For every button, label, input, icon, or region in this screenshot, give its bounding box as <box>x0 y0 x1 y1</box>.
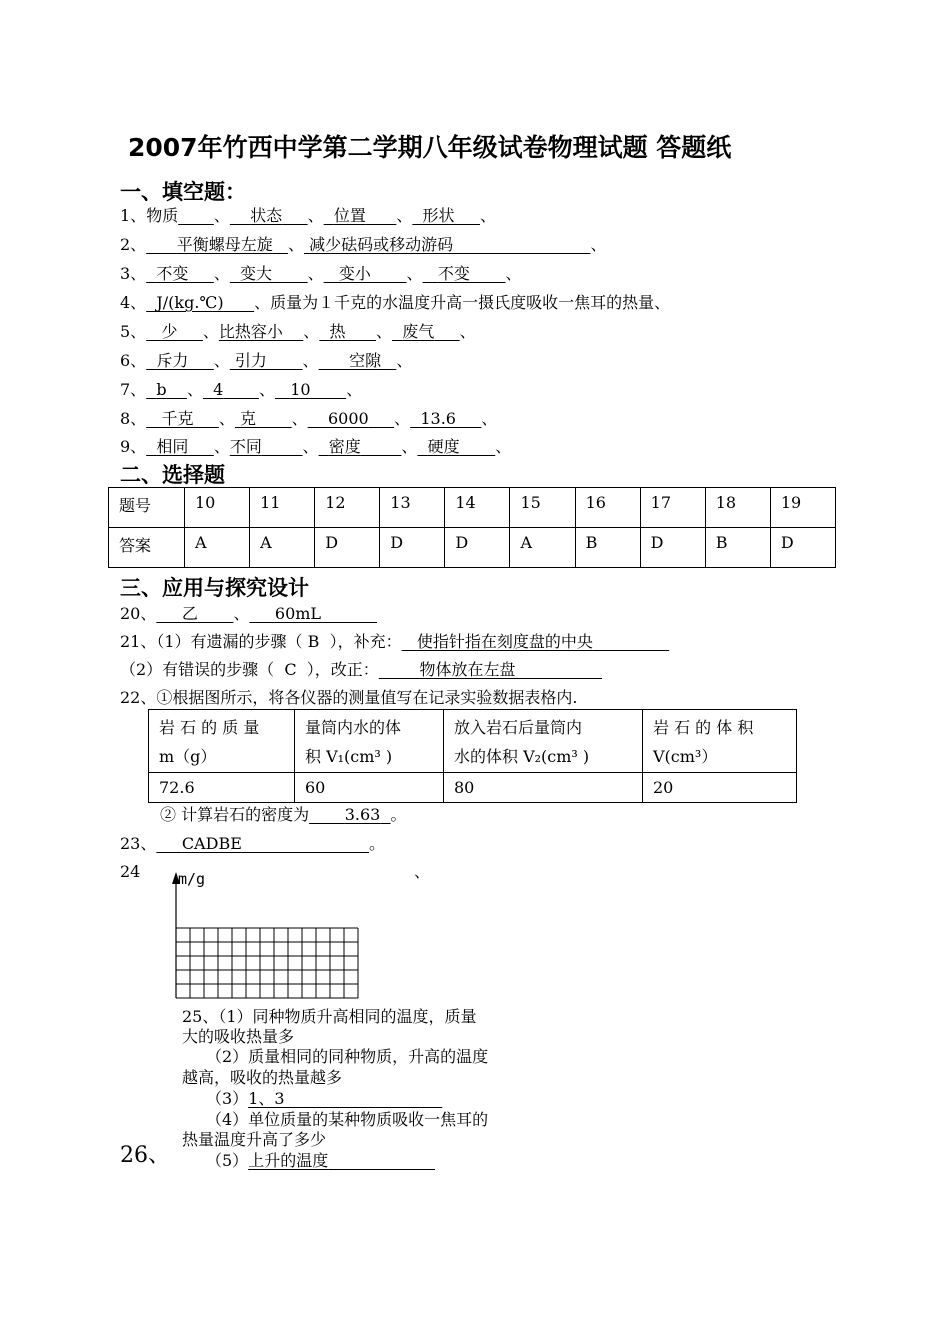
answer-blank: 斥力 <box>156 351 189 370</box>
question-6: 6、 斥力 、 引力 、 空隙 、 <box>120 351 413 370</box>
answer-blank: 密度 <box>328 437 361 456</box>
table-row <box>149 773 797 803</box>
answer-blank: 不变 <box>156 264 189 283</box>
answer-text: B <box>307 632 320 651</box>
question-22-density: ② 计算岩石的密度为 3.63 。 <box>160 805 407 824</box>
question-number: 2、 <box>120 235 147 254</box>
question-number: 1、 <box>120 206 147 225</box>
answer-blank: 空隙 <box>349 351 382 370</box>
question-21-part-1 <box>120 632 669 652</box>
table-row <box>109 528 836 568</box>
answer-blank: 乙 <box>181 604 198 623</box>
table-row <box>109 488 836 528</box>
question-25-line-6: （4）单位质量的某种物质吸收一焦耳的 <box>206 1110 489 1129</box>
question-25-line-4: 越高，吸收的热量越多 <box>182 1068 343 1087</box>
question-22-intro: 22、①根据图所示，将各仪器的测量值写在记录实验数据表格内. <box>120 688 578 707</box>
table-row <box>149 710 797 773</box>
answer-blank: 相同 <box>156 437 189 456</box>
table-cell: A <box>250 528 315 568</box>
answer-blank: 废气 <box>402 322 435 341</box>
table-header-cell: 岩 石 的 体 积 V(cm³） <box>643 710 797 773</box>
table-cell: 12 <box>315 488 380 528</box>
table-header-cell: 量筒内水的体 积 V₁(cm³ ) <box>295 710 444 773</box>
question-text: （2）有错误的步骤（ <box>120 660 275 679</box>
answer-blank: 变大 <box>240 264 273 283</box>
question-number: 6、 <box>120 351 147 370</box>
graph-axis-label: m/g <box>178 870 206 888</box>
question-number: 8、 <box>120 409 147 428</box>
answer-blank: 位置 <box>333 206 366 225</box>
question-25-line-7: 热量温度升高了多少 <box>182 1130 327 1149</box>
answer-blank: 上升的温度 <box>248 1151 329 1170</box>
table-header-cell: 答案 <box>109 528 185 568</box>
answer-blank: 使指针指在刻度盘的中央 <box>416 632 593 651</box>
table-cell: 72.6 <box>149 773 295 803</box>
answer-blank: 13.6 <box>420 409 456 428</box>
question-25-line-3: （2）质量相同的同种物质，升高的温度 <box>206 1047 489 1066</box>
answer-blank: b <box>156 380 167 399</box>
table-header-cell: 题号 <box>109 488 185 528</box>
answer-blank: 10 <box>290 380 311 399</box>
answer-blank: 少 <box>161 322 178 341</box>
answer-blank: 不同 <box>229 437 262 456</box>
table-cell: 17 <box>640 488 705 528</box>
answer-blank: 物体放在左盘 <box>419 660 516 679</box>
table-cell: D <box>640 528 705 568</box>
question-25-line-5: （3）1、3 <box>206 1089 442 1109</box>
table-cell: A <box>510 528 575 568</box>
table-cell: 18 <box>705 488 770 528</box>
question-number: 3、 <box>120 264 147 283</box>
question-24-trail: 、 <box>414 862 431 881</box>
answer-blank: 6000 <box>328 409 369 428</box>
question-9: 9、 相同 、不同 、 密度 、 硬度 、 <box>120 437 512 456</box>
page-title: 2007年竹西中学第二学期八年级试卷物理试题 答题纸 <box>128 133 732 162</box>
question-3: 3、 不变 、 变大 、 变小 、 不变 、 <box>120 264 522 283</box>
question-text: 物质 <box>146 206 179 225</box>
question-text: ），改正： <box>306 660 379 679</box>
table-cell: 20 <box>643 773 797 803</box>
section-fill-blank-heading: 一、填空题： <box>120 180 246 204</box>
answer-blank: 1、3 <box>248 1089 285 1108</box>
question-1: 1、物质 、 状态 、 位置 、 形状 、 <box>120 206 496 225</box>
answer-blank: 变小 <box>338 264 371 283</box>
question-25-line-8: （5）上升的温度 <box>206 1151 435 1171</box>
table-cell: 80 <box>444 773 643 803</box>
answer-blank: 不变 <box>437 264 470 283</box>
table-cell: 10 <box>185 488 250 528</box>
choice-answer-table <box>108 487 836 568</box>
mass-graph-grid <box>168 870 368 1000</box>
table-cell: D <box>770 528 835 568</box>
question-23: 23、 CADBE 。 <box>120 834 386 853</box>
question-text: 21、（1）有遗漏的步骤（ <box>120 632 303 651</box>
table-cell: 11 <box>250 488 315 528</box>
question-25-line-1: 25、（1）同种物质升高相同的温度，质量 <box>182 1007 477 1026</box>
question-4 <box>120 293 670 313</box>
question-number: 5、 <box>120 322 147 341</box>
table-cell: 19 <box>770 488 835 528</box>
answer-blank: 硬度 <box>427 437 460 456</box>
table-cell: 60 <box>295 773 444 803</box>
answer-blank: CADBE <box>181 834 242 853</box>
table-cell: D <box>445 528 510 568</box>
rock-density-table <box>148 709 797 803</box>
answer-blank: 引力 <box>234 351 267 370</box>
table-cell: 16 <box>575 488 640 528</box>
answer-blank: 比热容小 <box>218 322 283 341</box>
question-text: 、质量为１千克的水温度升高一摄氏度吸收一焦耳的热量、 <box>254 293 671 312</box>
table-cell: 13 <box>380 488 445 528</box>
answer-blank: 60mL <box>274 604 322 623</box>
question-text: ），补充： <box>329 632 402 651</box>
section-application-heading: 三、应用与探究设计 <box>120 576 309 600</box>
table-cell: D <box>380 528 445 568</box>
question-21-part-2 <box>120 660 602 680</box>
answer-text: C <box>284 660 297 679</box>
section-choice-heading: 二、选择题 <box>120 463 225 487</box>
question-20: 20、 乙 、 60mL <box>120 604 377 624</box>
question-5: 5、 少 、比热容小 、 热 、 废气 、 <box>120 322 476 341</box>
table-cell: 14 <box>445 488 510 528</box>
question-24-number: 24 <box>120 862 141 881</box>
question-number: 9、 <box>120 437 147 456</box>
answer-blank: 形状 <box>422 206 455 225</box>
table-cell: D <box>315 528 380 568</box>
answer-blank: 平衡螺母左旋 <box>176 235 273 254</box>
table-cell: A <box>185 528 250 568</box>
answer-blank: 热 <box>329 322 346 341</box>
table-header-cell: 放入岩石后量筒内 水的体积 V₂(cm³ ) <box>444 710 643 773</box>
answer-blank: 4 <box>213 380 224 399</box>
question-text: ② 计算岩石的密度为 <box>160 805 310 824</box>
question-7: 7、 b 、 4 、 10 、 <box>120 380 363 399</box>
blank <box>178 206 214 225</box>
answer-blank: 减少砝码或移动游码 <box>309 235 454 254</box>
answer-blank: 千克 <box>161 409 194 428</box>
table-cell: B <box>705 528 770 568</box>
answer-blank: 3.63 <box>344 805 381 824</box>
question-number: 4、 <box>120 293 147 312</box>
answer-blank: 克 <box>240 409 257 428</box>
question-number: 7、 <box>120 380 147 399</box>
question-2: 2、 平衡螺母左旋 、 减少砝码或移动游码 、 <box>120 235 607 254</box>
table-header-cell: 岩 石 的 质 量 m（g） <box>149 710 295 773</box>
answer-blank: 状态 <box>250 206 283 225</box>
question-25-line-2: 大的吸收热量多 <box>182 1027 295 1046</box>
question-26-number: 26、 <box>120 1143 170 1168</box>
answer-blank: J/(kg.℃) <box>156 293 224 312</box>
question-8: 8、 千克 、 克 、 6000 、 13.6 、 <box>120 409 498 428</box>
table-cell: 15 <box>510 488 575 528</box>
question-number: 20、 <box>120 604 157 623</box>
question-number: 23、 <box>120 834 157 853</box>
table-cell: B <box>575 528 640 568</box>
